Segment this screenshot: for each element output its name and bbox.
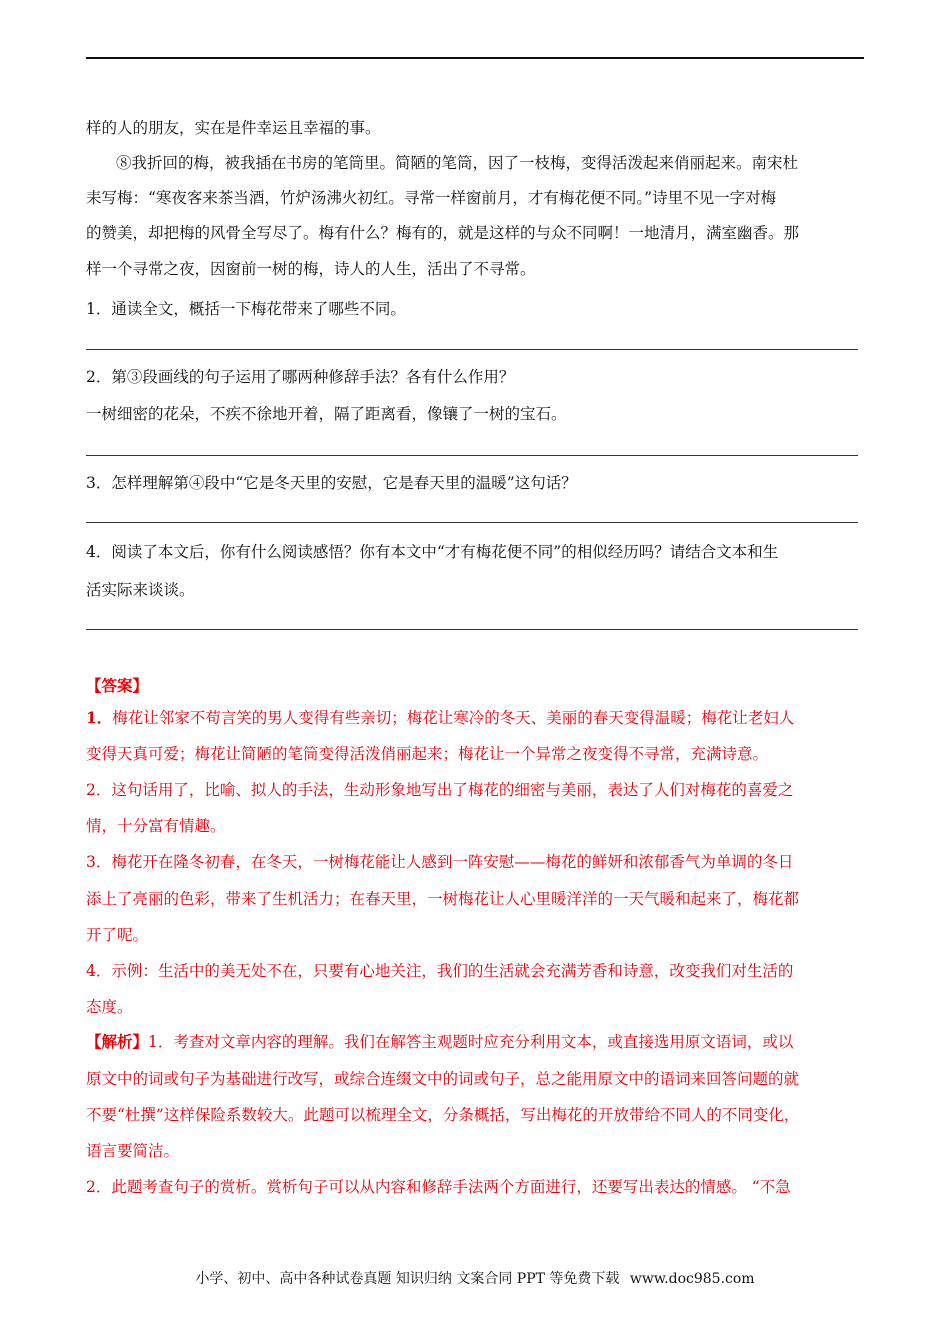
- analysis-1: [86, 1032, 866, 1052]
- header-rule: [86, 57, 864, 59]
- footer-url[interactable]: www.doc985.com: [629, 1271, 755, 1287]
- analysis-line: 2．此题考查句子的赏析。赏析句子可以从内容和修辞手法两个方面进行，还要写出表达的情感。 “不急: [86, 1178, 791, 1196]
- answer-2-cont: 情，十分富有情趣。: [86, 817, 226, 835]
- passage-line: 样一个寻常之夜，因窗前一树的梅，诗人的人生，活出了不寻常。: [86, 260, 536, 278]
- question-4-cont: 活实际来谈谈。: [86, 581, 195, 599]
- answer-blank-line: [86, 522, 858, 523]
- answer-1-number: 1．: [86, 708, 113, 727]
- question-2: 2．第③段画线的句子运用了哪两种修辞手法？各有什么作用？: [86, 368, 515, 386]
- analysis-1-text: 1．考查对文章内容的理解。我们在解答主观题时应充分利用文本，或直接选用原文语词，或以: [148, 1033, 794, 1051]
- question-1: 1．通读全文，概括一下梅花带来了哪些不同。: [86, 300, 406, 318]
- answer-blank-line: [86, 629, 858, 630]
- passage-line: ⑧我折回的梅，被我插在书房的笔筒里。简陋的笔筒，因了一枝梅，变得活泼起来俏丽起来。南宋杜: [116, 154, 799, 172]
- answer-4-cont: 态度。: [86, 998, 133, 1016]
- answer-3-cont: 开了呢。: [86, 926, 149, 944]
- answer-3: 3．梅花开在隆冬初春，在冬天，一树梅花能让人感到一阵安慰——梅花的鲜妍和浓郁香气为单调的冬日: [86, 853, 794, 871]
- answer-1: [86, 708, 866, 728]
- page-footer: [0, 1268, 950, 1288]
- question-3: 3．怎样理解第④段中“它是冬天里的安慰，它是春天里的温暖”这句话？: [86, 474, 577, 492]
- analysis-heading: 【解析】: [86, 1032, 149, 1051]
- answer-3-cont: 添上了亮丽的色彩，带来了生机活力；在春天里，一树梅花让人心里暖洋洋的一天气暖和起来了，梅花都: [86, 890, 800, 908]
- passage-line: 耒写梅：“寒夜客来茶当酒，竹炉汤沸火初红。寻常一样窗前月，才有梅花便不同。”诗里不见一字对梅: [86, 189, 777, 207]
- analysis-line: 语言要简洁。: [86, 1142, 180, 1160]
- passage-line: 的赞美，却把梅的风骨全写尽了。梅有什么？梅有的，就是这样的与众不同啊！一地清月，满室幽香。那: [86, 224, 800, 242]
- answer-blank-line: [86, 349, 858, 350]
- answer-1-cont: 变得天真可爱；梅花让简陋的笔筒变得活泼俏丽起来；梅花让一个异常之夜变得不寻常，充满诗意。: [86, 745, 769, 763]
- analysis-line: 不要“杜撰”这样保险系数较大。此题可以梳理全文，分条概括，写出梅花的开放带给不同人的不同变化，: [86, 1106, 800, 1124]
- answer-heading: 【答案】: [86, 676, 149, 695]
- answer-blank-line: [86, 455, 858, 456]
- answer-1-text: 梅花让邻家不苟言笑的男人变得有些亲切；梅花让寒冷的冬天、美丽的春天变得温暖；梅花让老妇人: [112, 709, 795, 727]
- question-4: 4．阅读了本文后，你有什么阅读感悟？你有本文中“才有梅花便不同”的相似经历吗？请结合文本和生: [86, 543, 779, 561]
- question-2-quote: 一树细密的花朵，不疾不徐地开着，隔了距离看，像镶了一树的宝石。: [86, 405, 567, 423]
- passage-line: 样的人的朋友，实在是件幸运且幸福的事。: [86, 119, 381, 137]
- answer-4: 4．示例：生活中的美无处不在，只要有心地关注，我们的生活就会充满芳香和诗意，改变我们对生活的: [86, 962, 794, 980]
- analysis-line: 原文中的词或句子为基础进行改写，或综合连缀文中的词或句子，总之能用原文中的语词来回答问题的就: [86, 1070, 800, 1088]
- footer-text: 小学、初中、高中各种试卷真题 知识归纳 文案合同 PPT 等免费下载: [195, 1271, 620, 1287]
- answer-2: 2．这句话用了，比喻、拟人的手法，生动形象地写出了梅花的细密与美丽，表达了人们对梅花的喜爱之: [86, 781, 794, 799]
